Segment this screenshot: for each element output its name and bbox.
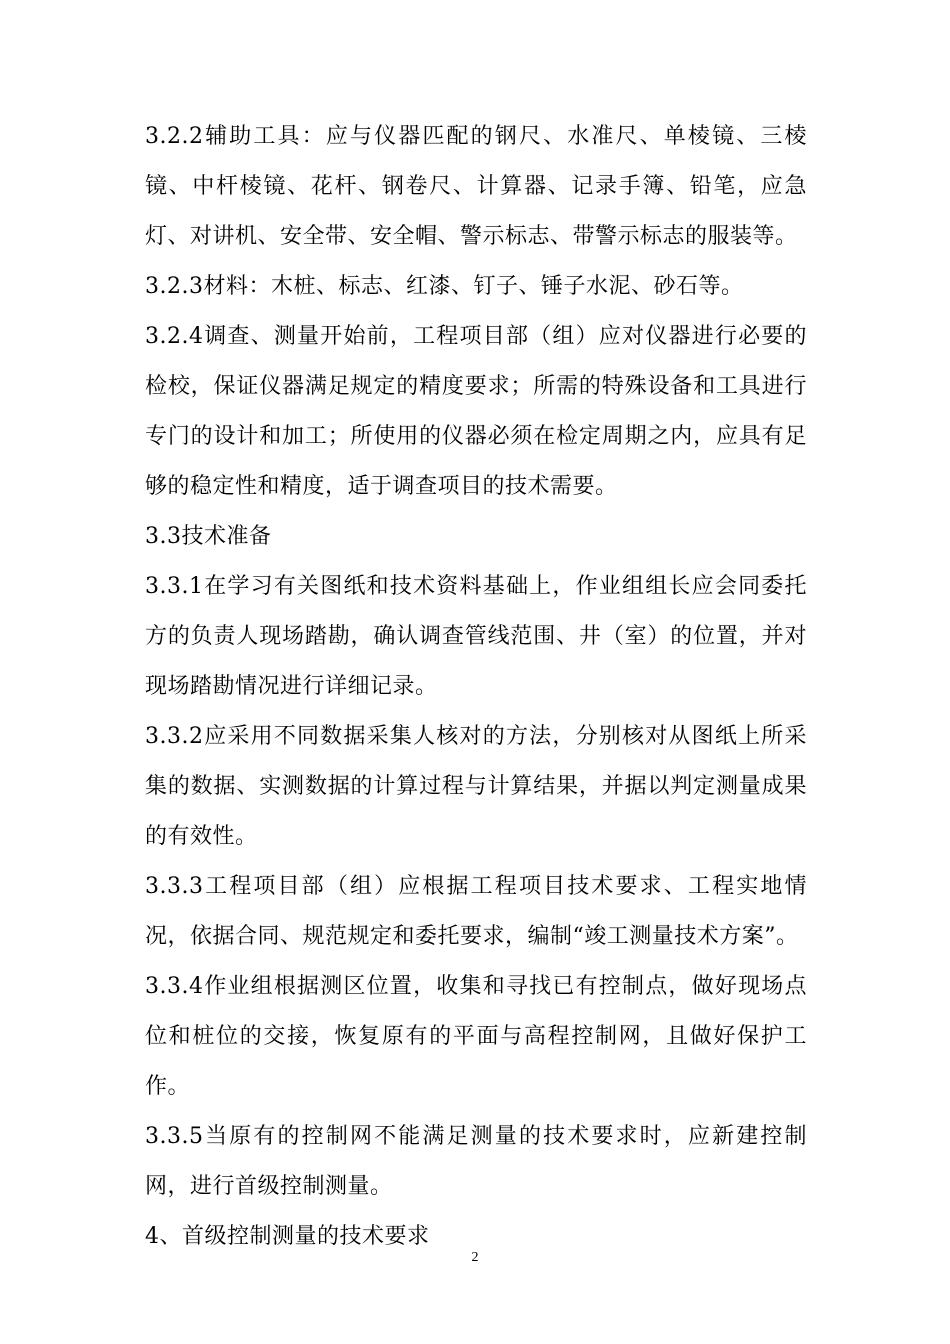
paragraph-3-3-3: 3.3.3工程项目部（组）应根据工程项目技术要求、工程实地情况，依据合同、规范规定和委托要求，编制“竣工测量技术方案”。 [145,874,807,949]
paragraph-3-2-4: 3.2.4调查、测量开始前，工程项目部（组）应对仪器进行必要的检校，保证仪器满足规定的精度要求；所需的特殊设备和工具进行专门的设计和加工；所使用的仪器必须在检定周期之内，应具有足够的稳定性和精度，适于调查项目的技术需要。 [145,324,807,499]
paragraph-3-3-4: 3.3.4作业组根据测区位置，收集和寻找已有控制点，做好现场点位和桩位的交接，恢复原有的平面与高程控制网，且做好保护工作。 [145,974,807,1099]
page-number: 2 [471,1250,479,1265]
paragraph-3-3-2: 3.3.2应采用不同数据采集人核对的方法，分别核对从图纸上所采集的数据、实测数据的计算过程与计算结果，并据以判定测量成果的有效性。 [145,724,807,849]
paragraph-3-3-1: 3.3.1在学习有关图纸和技术资料基础上，作业组组长应会同委托方的负责人现场踏勘，确认调查管线范围、井（室）的位置，并对现场踏勘情况进行详细记录。 [145,574,807,699]
paragraph-3-2-3: 3.2.3材料：木桩、标志、红漆、钉子、锤子水泥、砂石等。 [145,274,744,299]
section-heading-3-3: 3.3技术准备 [145,524,272,549]
body-text [145,112,807,1262]
section-heading-4: 4、首级控制测量的技术要求 [145,1224,430,1249]
paragraph-3-2-2: 3.2.2辅助工具：应与仪器匹配的钢尺、水准尺、单棱镜、三棱镜、中杆棱镜、花杆、钢卷尺、计算器、记录手簿、铅笔，应急灯、对讲机、安全带、安全帽、警示标志、带警示标志的服装等。 [145,124,807,249]
paragraph-3-3-5: 3.3.5当原有的控制网不能满足测量的技术要求时，应新建控制网，进行首级控制测量。 [145,1124,807,1199]
